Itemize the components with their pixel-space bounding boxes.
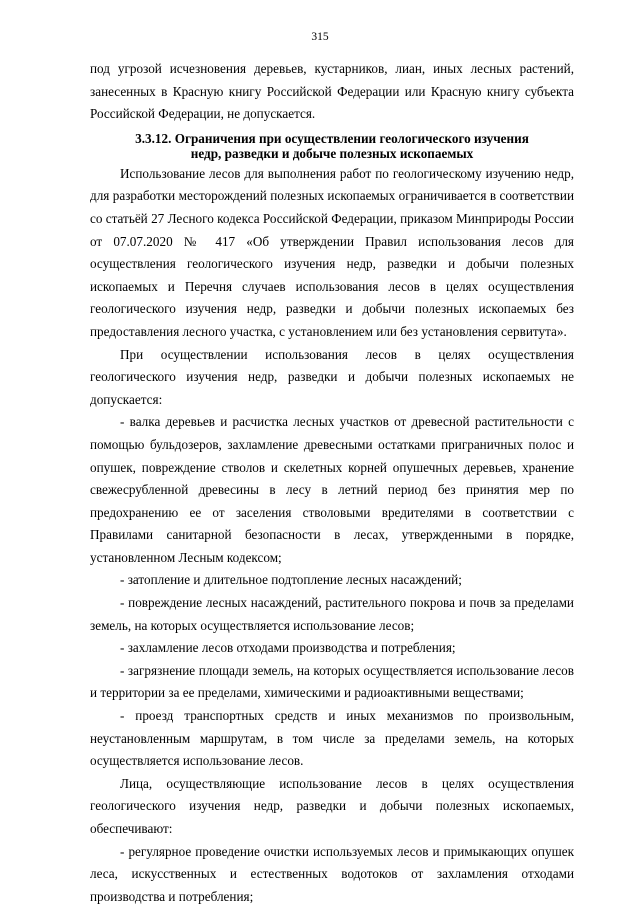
paragraph-prohibitions-intro: При осуществлении использования лесов в целях осуществления геологического изучения недр, разведки и добычи полезных ископаемых не допускается: xyxy=(90,346,574,407)
paragraph-obligations-intro: Лица, осуществляющие использование лесов в целях осуществления геологического изучения недр, разведки и добычи полезных ископаемых, обеспечивают: xyxy=(90,775,574,836)
list-item-tree-felling: - валка деревьев и расчистка лесных участков от древесной растительности с помощью бульдозеров, захламление древесными остатками приграничных полос и опушек, повреждение стволов и скелетных корней опушечных деревьев, хранение свежесрубленной древесины в лесу в летний период без принятия мер по предохранению ее от заселения стволовыми вредителями в соответствии с Правилами санитарной безопасности в лесах, утвержденными в порядке, установленном Лесным кодексом; xyxy=(90,414,574,565)
list-item-damage: - повреждение лесных насаждений, растительного покрова и почв за пределами земель, на которых осуществляется использование лесов; xyxy=(90,595,574,633)
section-heading-line-1: 3.3.12. Ограничения при осуществлении геологического изучения xyxy=(135,130,529,146)
page-number: 315 xyxy=(311,31,329,43)
page-content xyxy=(90,58,574,908)
list-item-littering: - захламление лесов отходами производства и потребления; xyxy=(120,640,456,656)
list-item-flooding: - затопление и длительное подтопление лесных насаждений; xyxy=(120,572,462,588)
intro-paragraph: под угрозой исчезновения деревьев, кустарников, лиан, иных лесных растений, занесенных в Красную книгу Российской Федерации или Красную книгу субъекта Российской Федерации, не допускается. xyxy=(90,61,574,122)
section-heading-line-2: недр, разведки и добыче полезных ископаемых xyxy=(190,146,474,162)
list-item-cleaning: - регулярное проведение очистки используемых лесов и примыкающих опушек леса, искусственных и естественных водотоков от захламления отходами производства и потребления; xyxy=(90,843,574,904)
section-heading xyxy=(90,131,574,162)
paragraph-forest-use-restrictions: Использование лесов для выполнения работ по геологическому изучению недр, для разработки месторождений полезных ископаемых ограничивается в соответствии со статьёй 27 Лесного кодекса Российской Федерации, приказом Минприроды России от 07.07.2020 № 417 «Об утверждении Правил использования лесов для осуществления геологического изучения недр, разведки и добычи полезных ископаемых и Перечня случаев использования лесов в целях осуществления геологического изучения недр, разведки и добычи полезных ископаемых без предоставления лесного участка, с установлением или без установления сервитута». xyxy=(90,165,574,339)
list-item-vehicle-routes: - проезд транспортных средств и иных механизмов по произвольным, неустановленным маршрутам, в том числе за пределами земель, на которых осуществляется использование лесов. xyxy=(90,708,574,769)
list-item-pollution: - загрязнение площади земель, на которых осуществляется использование лесов и территории за ее пределами, химическими и радиоактивными веществами; xyxy=(90,662,574,701)
